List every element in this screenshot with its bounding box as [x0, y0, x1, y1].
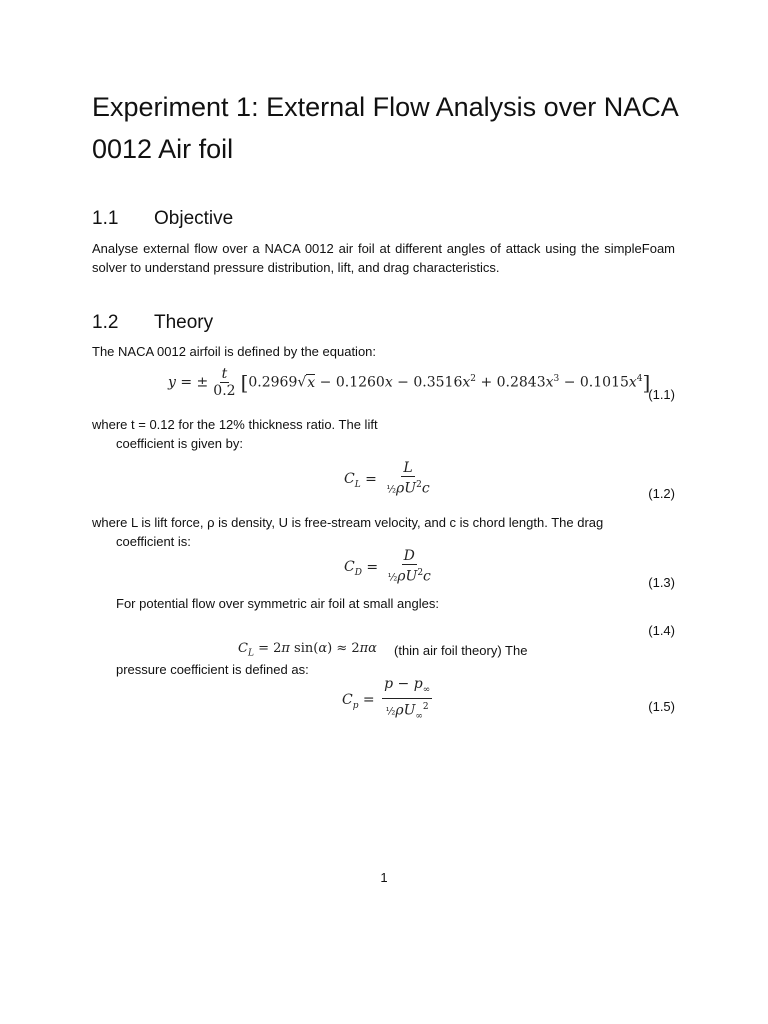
equation-drag-coefficient: $C_D$ = $\frac{D}{\frac{1}{2}\rho U^2c}$ [344, 548, 431, 585]
equation-number: (1.3) [648, 575, 675, 590]
pressure-coeff-text: pressure coefficient is defined as: [116, 662, 309, 677]
equation-number: (1.1) [648, 387, 675, 402]
objective-paragraph: Analyse external flow over a NACA 0012 air foil at different angles of attack using the simpleFoam solver to understand pressure distribution, lift, and drag characteristics. [92, 241, 675, 275]
section-number: 1.2 [92, 312, 119, 333]
equation-number: (1.2) [648, 486, 675, 501]
after-eq2-line1: where L is lift force, ρ is density, U is free-stream velocity, and c is chord length. The drag [92, 515, 604, 530]
section-title: Objective [154, 208, 234, 229]
section-heading-theory [92, 311, 213, 335]
page-number: 1 [380, 870, 388, 885]
document-title: Experiment 1: External Flow Analysis over NACA 0012 Air foil [92, 92, 678, 164]
theory-intro: The NACA 0012 airfoil is defined by the equation: [92, 344, 377, 359]
equation-number: (1.5) [648, 699, 675, 714]
equation-pressure-coefficient: $C_p$ = $\frac{p - p_\infty}{\frac{1}{2}\rho U_\infty^2}$ [342, 676, 431, 722]
section-heading-objective [92, 207, 233, 231]
after-eq2-line2: coefficient is: [116, 534, 191, 549]
thin-theory-text: (thin air foil theory) The [394, 643, 528, 658]
potential-flow-text: For potential flow over symmetric air foil at small angles: [116, 596, 439, 611]
equation-number: (1.4) [648, 623, 675, 638]
equation-lift-coefficient: $C_L$ = $\frac{L}{\frac{1}{2}\rho U^2c}$ [344, 460, 430, 497]
after-eq1-line1: where t = 0.12 for the 12% thickness ratio. The lift [92, 417, 378, 432]
section-number: 1.1 [92, 208, 119, 229]
equation-naca-thickness: y = ± $\frac{t}{0.2}$ $[0.2969√x - 0.1260x - 0.3516x^2 + 0.2843x^3 - 0.1015x^4]$ [168, 366, 651, 399]
section-title: Theory [154, 312, 214, 333]
after-eq1-line2: coefficient is given by: [116, 436, 243, 451]
equation-thin-airfoil: $C_L = 2\pi$ sin(α) ≈ 2πα [238, 641, 377, 659]
